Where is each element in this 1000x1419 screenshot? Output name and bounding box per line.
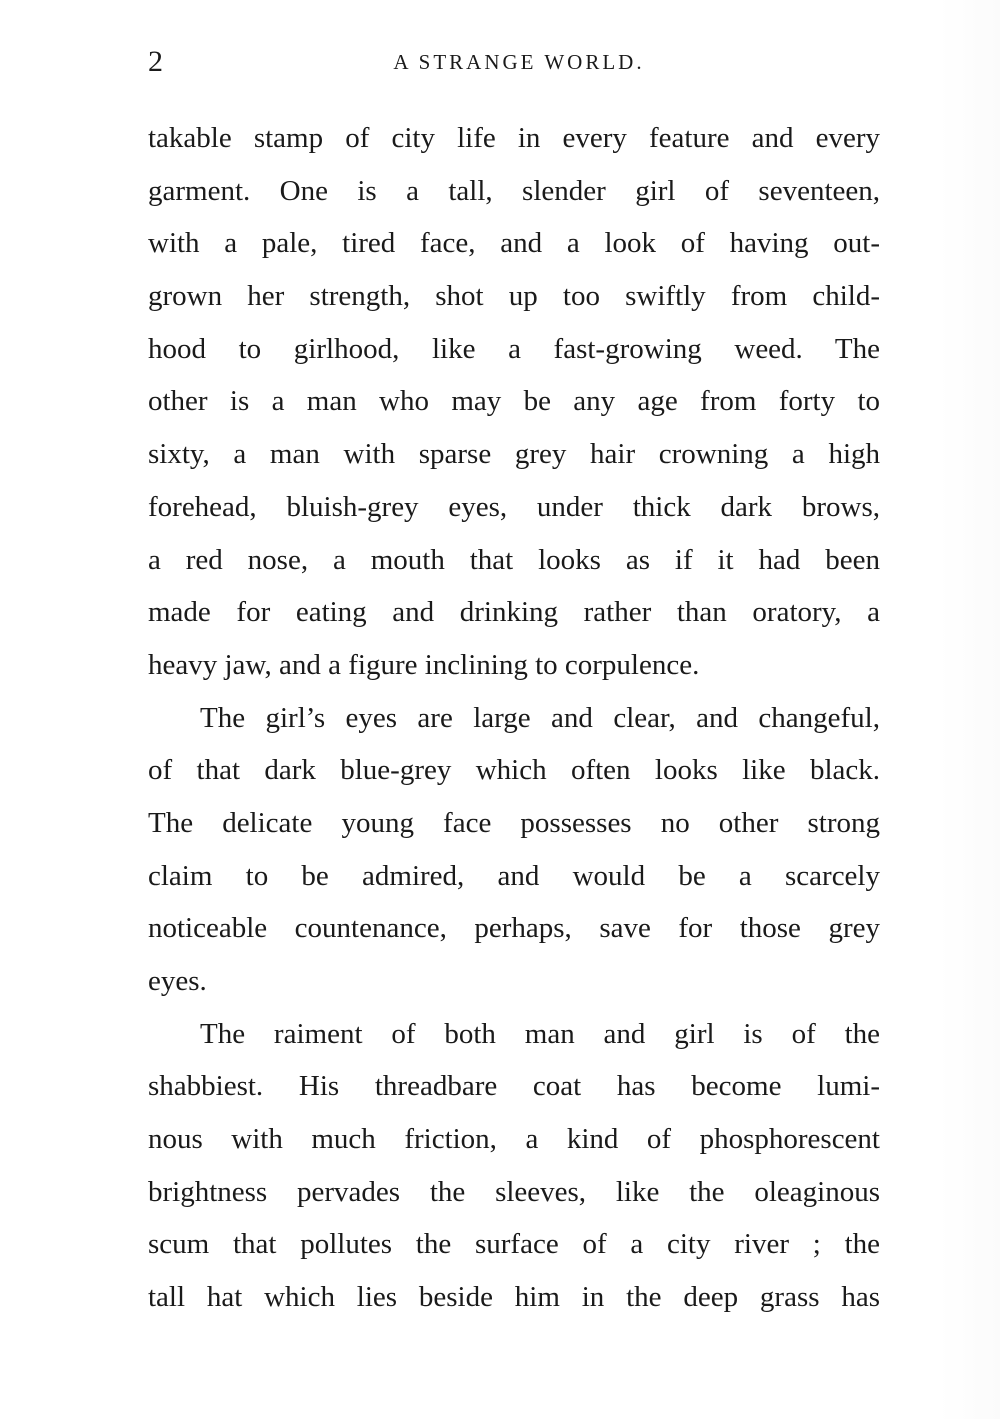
text-line: garment. One is a tall, slender girl of seventeen, [148,174,880,207]
text-line: tall hat which lies beside him in the deep grass has [148,1281,880,1314]
text-line: shabbiest. His threadbare coat has become lumi- [148,1070,880,1103]
text-line: forehead, bluish-grey eyes, under thick dark brows, [148,490,880,523]
page-number: 2 [148,45,163,78]
text-line: takable stamp of city life in every feature and every [148,122,880,154]
text-line: other is a man who may be any age from forty to [148,385,880,418]
text-line: a red nose, a mouth that looks as if it had been [148,543,880,576]
text-line: The raiment of both man and girl is of the [200,1017,880,1050]
text-line: hood to girlhood, like a fast-growing weed. The [148,332,880,365]
running-head [148,42,880,82]
text-line: scum that pollutes the surface of a city river ; the [148,1228,880,1261]
text-line: made for eating and drinking rather than oratory, a [148,596,880,629]
text-line: eyes. [148,965,207,997]
text-line: nous with much friction, a kind of phosphorescent [148,1123,880,1156]
text-line: heavy jaw, and a figure inclining to corpulence. [148,648,700,681]
text-line: The girl’s eyes are large and clear, and changeful, [200,701,880,734]
text-line: claim to be admired, and would be a scarcely [148,859,880,892]
text-line: sixty, a man with sparse grey hair crowning a high [148,438,880,471]
running-title: A STRANGE WORLD. [393,50,645,74]
text-line: The delicate young face possesses no other strong [148,806,880,839]
text-line: grown her strength, shot up too swiftly from child- [148,280,880,313]
text-line: brightness pervades the sleeves, like the oleaginous [148,1175,880,1208]
text-line: of that dark blue-grey which often looks like black. [148,754,880,787]
text-line: with a pale, tired face, and a look of having out- [148,227,880,260]
page-edge-shading [938,0,1000,1419]
body-text [148,112,880,1324]
text-line: noticeable countenance, perhaps, save for those grey [148,912,880,945]
